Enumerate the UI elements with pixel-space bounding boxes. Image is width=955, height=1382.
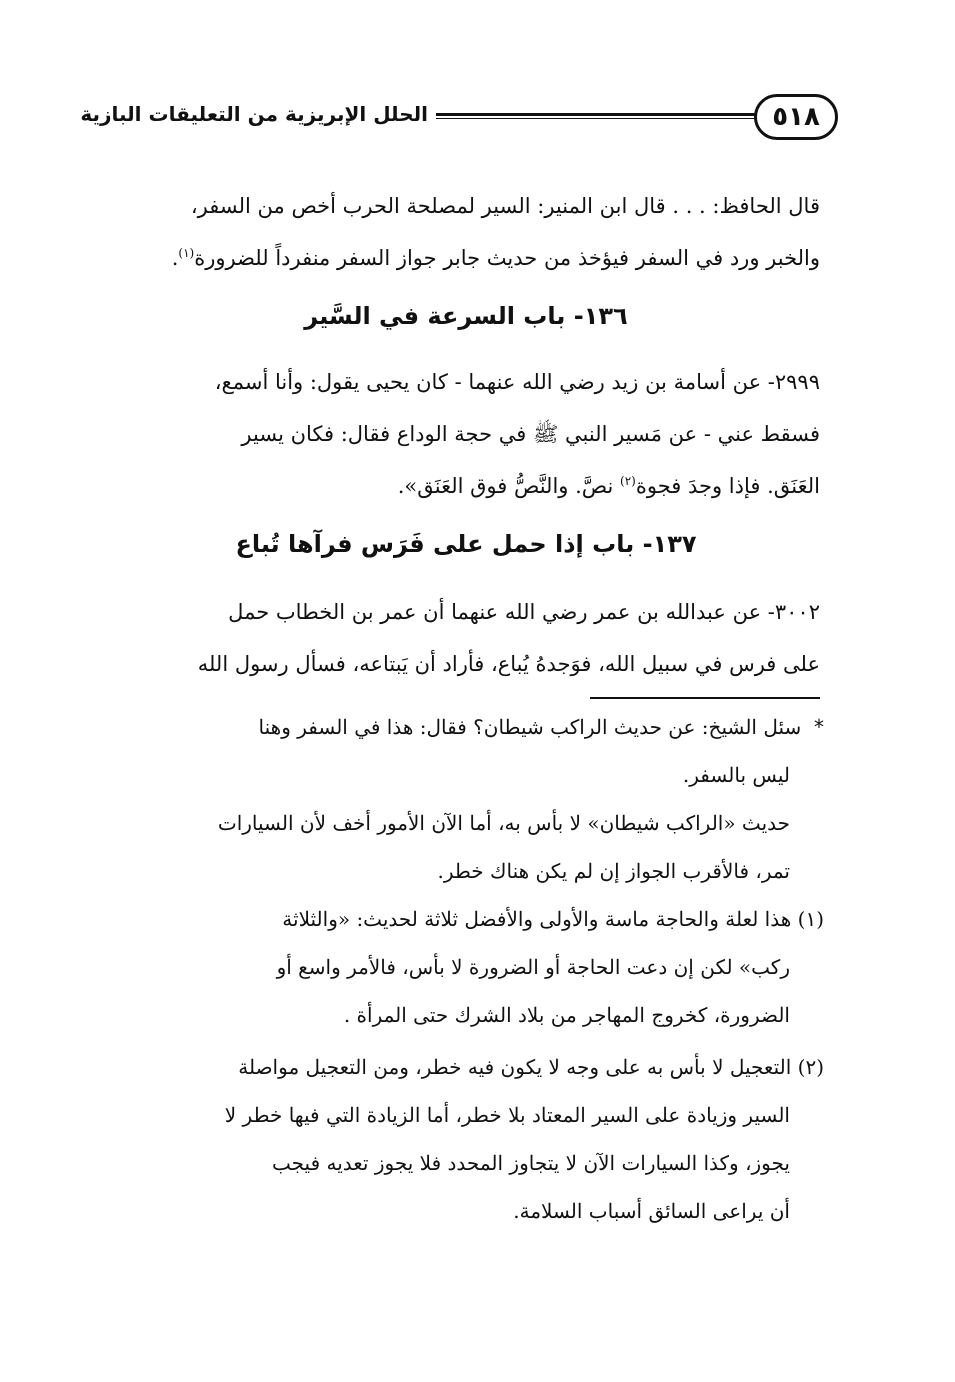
chapter-heading: ١٣٦- باب السرعة في السَّير (304, 302, 628, 330)
intro-paragraph (112, 180, 820, 284)
footnote-ref: (١) (178, 246, 195, 260)
chapter-heading: ١٣٧- باب إذا حمل على فَرَس فرآها تُباع (235, 530, 697, 558)
intro-line: قال الحافظ: . . . قال ابن المنير: السير لمصلحة الحرب أخص من السفر، (190, 194, 820, 218)
footnote-line: الضرورة، كخروج المهاجر من بلاد الشرك حتى المرأة . (343, 1003, 790, 1027)
footnote-line: السير وزيادة على السير المعتاد بلا خطر، أما الزيادة التي فيها خطر لا (224, 1103, 790, 1127)
footnote-2 (112, 1043, 824, 1235)
running-header (80, 94, 838, 144)
footnote-ref: (٢) (620, 474, 636, 488)
footnote-line: (٢) التعجيل لا بأس به على وجه لا يكون فيه خطر، ومن التعجيل مواصلة (238, 1055, 824, 1079)
footnote-separator (590, 697, 820, 699)
hadith-line: فسقط عني - عن مَسير النبي ﷺ في حجة الوداع فقال: فكان يسير (241, 422, 820, 446)
hadith-line: العَنَق. فإذا وجدَ فجوة$^{(٢)}$ نصَّ. والنَّصُّ فوق العَنَق». (397, 474, 820, 498)
footnote-line: ليس بالسفر. (682, 763, 790, 787)
footnote-marker: (٢) (797, 1055, 824, 1079)
hadith-3002 (112, 586, 820, 690)
header-rule (436, 113, 756, 121)
footnote-line: حديث «الراكب شيطان» لا بأس به، أما الآن الأمور أخف لأن السيارات (217, 811, 790, 835)
hadith-line: على فرس في سبيل الله، فوَجدهُ يُباع، فأراد أن يَبتاعه، فسأل رسول الله (197, 652, 820, 676)
hadith-line: ٢٩٩٩- عن أسامة بن زيد رضي الله عنهما - كان يحيى يقول: وأنا أسمع، (214, 370, 820, 394)
intro-line: والخبر ورد في السفر فيؤخذ من حديث جابر جواز السفر منفرداً للضرورة$^{(١)}$. (171, 246, 820, 270)
footnote-line: ركب» لكن إن دعت الحاجة أو الضرورة لا بأس، فالأمر واسع أو (276, 955, 790, 979)
footnote-marker: (١) (797, 907, 824, 931)
footnote-star (112, 703, 824, 895)
footnote-line: يجوز، وكذا السيارات الآن لا يتجاوز المحدد فلا يجوز تعديه فيجب (271, 1151, 790, 1175)
footnote-line: (١) هذا لعلة والحاجة ماسة والأولى والأفضل ثلاثة لحديث: «والثلاثة (282, 907, 824, 931)
running-title: الحلل الإبريزية من التعليقات البازية (80, 102, 428, 126)
hadith-line: ٣٠٠٢- عن عبدالله بن عمر رضي الله عنهما أن عمر بن الخطاب حمل (228, 600, 820, 624)
footnote-line: تمر، فالأقرب الجواز إن لم يكن هناك خطر. (437, 859, 790, 883)
footnote-line: * سئل الشيخ: عن حديث الراكب شيطان؟ فقال: هذا في السفر وهنا (258, 715, 824, 739)
asterisk-marker: * (814, 715, 824, 739)
hadith-2999 (112, 356, 820, 512)
footnote-1 (112, 895, 824, 1039)
footnote-line: أن يراعى السائق أسباب السلامة. (513, 1199, 790, 1223)
page-number: ٥١٨ (754, 94, 838, 140)
